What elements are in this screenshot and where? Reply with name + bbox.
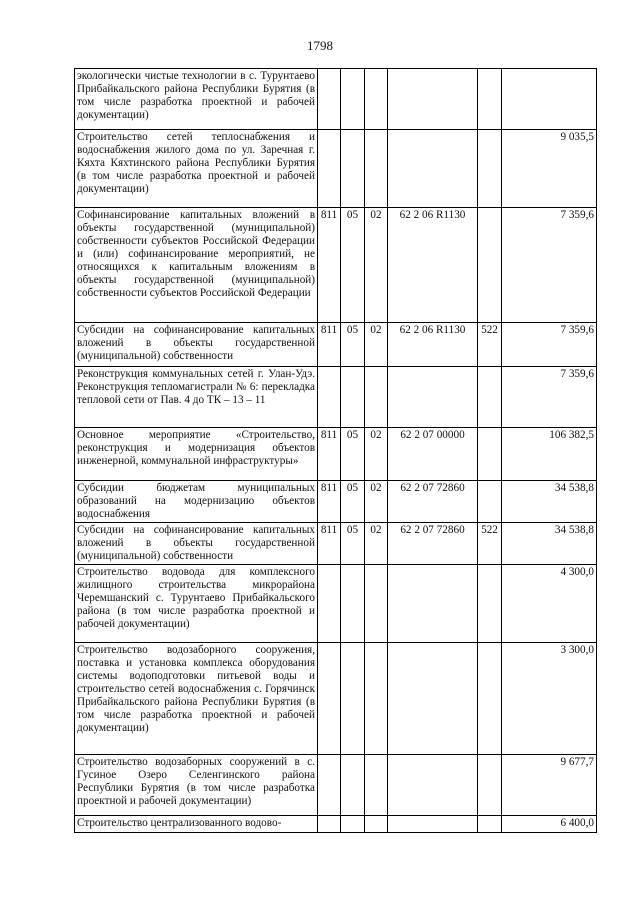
subsection-code-cell	[365, 755, 388, 816]
target-article-cell: 62 2 06 R1130	[388, 323, 478, 367]
target-article-cell	[388, 69, 478, 130]
section-code-cell: 05	[341, 323, 365, 367]
amount-cell: 6 400,0	[502, 816, 597, 833]
subsection-code-cell	[365, 643, 388, 755]
subsection-code-cell: 02	[365, 208, 388, 323]
table-row	[75, 208, 597, 323]
ministry-code-cell: 811	[318, 481, 341, 523]
amount-cell: 34 538,8	[502, 481, 597, 523]
ministry-code-cell: 811	[318, 323, 341, 367]
row-name-cell: Строительство сетей теплоснабжения и водоснабжения жилого дома по ул. Заречная г. Кяхта Кяхтинского района Республики Бурятия (в том числе разработка проектной и рабочей документации)	[75, 130, 318, 208]
amount-cell: 3 300,0	[502, 643, 597, 755]
section-code-cell	[341, 755, 365, 816]
subsection-code-cell: 02	[365, 428, 388, 481]
section-code-cell: 05	[341, 481, 365, 523]
row-name-cell: Строительство водозаборных сооружений в с. Гусиное Озеро Селенгинского района Республики Бурятия (в том числе разработка проектной и рабочей документации)	[75, 755, 318, 816]
target-article-cell: 62 2 06 R1130	[388, 208, 478, 323]
section-code-cell	[341, 130, 365, 208]
amount-cell: 9 677,7	[502, 755, 597, 816]
target-article-cell	[388, 130, 478, 208]
subsection-code-cell: 02	[365, 523, 388, 565]
ministry-code-cell	[318, 565, 341, 643]
amount-cell: 7 359,6	[502, 208, 597, 323]
subsection-code-cell	[365, 130, 388, 208]
expense-type-cell	[478, 69, 502, 130]
ministry-code-cell	[318, 643, 341, 755]
row-name-cell: Субсидии на софинансирование капитальных вложений в объекты государственной (муниципальной) собственности	[75, 323, 318, 367]
target-article-cell	[388, 367, 478, 428]
ministry-code-cell	[318, 755, 341, 816]
subsection-code-cell: 02	[365, 481, 388, 523]
subsection-code-cell	[365, 816, 388, 833]
table-body	[75, 69, 597, 833]
expense-type-cell	[478, 643, 502, 755]
row-name-cell: Субсидии на софинансирование капитальных вложений в объекты государственной (муниципальной) собственности	[75, 523, 318, 565]
amount-cell: 9 035,5	[502, 130, 597, 208]
table-row	[75, 428, 597, 481]
ministry-code-cell: 811	[318, 208, 341, 323]
amount-cell: 106 382,5	[502, 428, 597, 481]
subsection-code-cell	[365, 69, 388, 130]
row-name-cell: Основное мероприятие «Строительство, реконструкция и модернизация объектов инженерной, коммунальной инфраструктуры»	[75, 428, 318, 481]
target-article-cell: 62 2 07 72860	[388, 481, 478, 523]
target-article-cell	[388, 816, 478, 833]
budget-table	[74, 68, 597, 833]
expense-type-cell	[478, 565, 502, 643]
table-row	[75, 643, 597, 755]
section-code-cell	[341, 565, 365, 643]
section-code-cell: 05	[341, 428, 365, 481]
row-name-cell: экологически чистые технологии в с. Турунтаево Прибайкальского района Республики Бурятия (в том числе разработка проектной и рабочей документации)	[75, 69, 318, 130]
section-code-cell	[341, 643, 365, 755]
expense-type-cell	[478, 755, 502, 816]
row-name-cell: Реконструкция коммунальных сетей г. Улан-Удэ. Реконструкция тепломагистрали № 6: перекладка тепловой сети от Пав. 4 до ТК – 13 – 11	[75, 367, 318, 428]
ministry-code-cell	[318, 69, 341, 130]
amount-cell: 7 359,6	[502, 367, 597, 428]
amount-cell: 34 538,8	[502, 523, 597, 565]
expense-type-cell: 522	[478, 523, 502, 565]
amount-cell: 7 359,6	[502, 323, 597, 367]
table-row	[75, 481, 597, 523]
section-code-cell	[341, 69, 365, 130]
row-name-cell: Строительство водовода для комплексного жилищного строительства микрорайона Черемшанский с. Турунтаево Прибайкальского района (в том числе разработка проектной и рабочей документации)	[75, 565, 318, 643]
section-code-cell: 05	[341, 208, 365, 323]
expense-type-cell	[478, 816, 502, 833]
ministry-code-cell: 811	[318, 523, 341, 565]
target-article-cell	[388, 755, 478, 816]
subsection-code-cell	[365, 565, 388, 643]
table-row	[75, 323, 597, 367]
page-number: 1798	[307, 38, 333, 53]
section-code-cell	[341, 367, 365, 428]
target-article-cell	[388, 643, 478, 755]
table-row	[75, 523, 597, 565]
target-article-cell: 62 2 07 72860	[388, 523, 478, 565]
target-article-cell: 62 2 07 00000	[388, 428, 478, 481]
table-row	[75, 565, 597, 643]
expense-type-cell	[478, 481, 502, 523]
ministry-code-cell	[318, 367, 341, 428]
expense-type-cell	[478, 428, 502, 481]
subsection-code-cell	[365, 367, 388, 428]
ministry-code-cell: 811	[318, 428, 341, 481]
target-article-cell	[388, 565, 478, 643]
expense-type-cell	[478, 130, 502, 208]
row-name-cell: Строительство водозаборного сооружения, поставка и установка комплекса оборудования системы водоподготовки питьевой воды и строительство сетей водоснабжения с. Горячинск Прибайкальского района Республики Бурятия (в том числе разработка проектной и рабочей документации)	[75, 643, 318, 755]
row-name-cell: Софинансирование капитальных вложений в объекты государственной (муниципальной) собственности субъектов Российской Федерации и (или) софинансирование мероприятий, не относящихся к капитальным вложениям в объекты государственной (муниципальной) собственности субъектов Российской Федерации	[75, 208, 318, 323]
table-row	[75, 367, 597, 428]
expense-type-cell	[478, 208, 502, 323]
ministry-code-cell	[318, 816, 341, 833]
expense-type-cell: 522	[478, 323, 502, 367]
row-name-cell: Строительство централизованного водово-	[75, 816, 318, 833]
section-code-cell: 05	[341, 523, 365, 565]
section-code-cell	[341, 816, 365, 833]
amount-cell	[502, 69, 597, 130]
table-row	[75, 816, 597, 833]
table-row	[75, 130, 597, 208]
row-name-cell: Субсидии бюджетам муниципальных образований на модернизацию объектов водоснабжения	[75, 481, 318, 523]
amount-cell: 4 300,0	[502, 565, 597, 643]
table-row	[75, 755, 597, 816]
expense-type-cell	[478, 367, 502, 428]
table-row	[75, 69, 597, 130]
subsection-code-cell: 02	[365, 323, 388, 367]
ministry-code-cell	[318, 130, 341, 208]
